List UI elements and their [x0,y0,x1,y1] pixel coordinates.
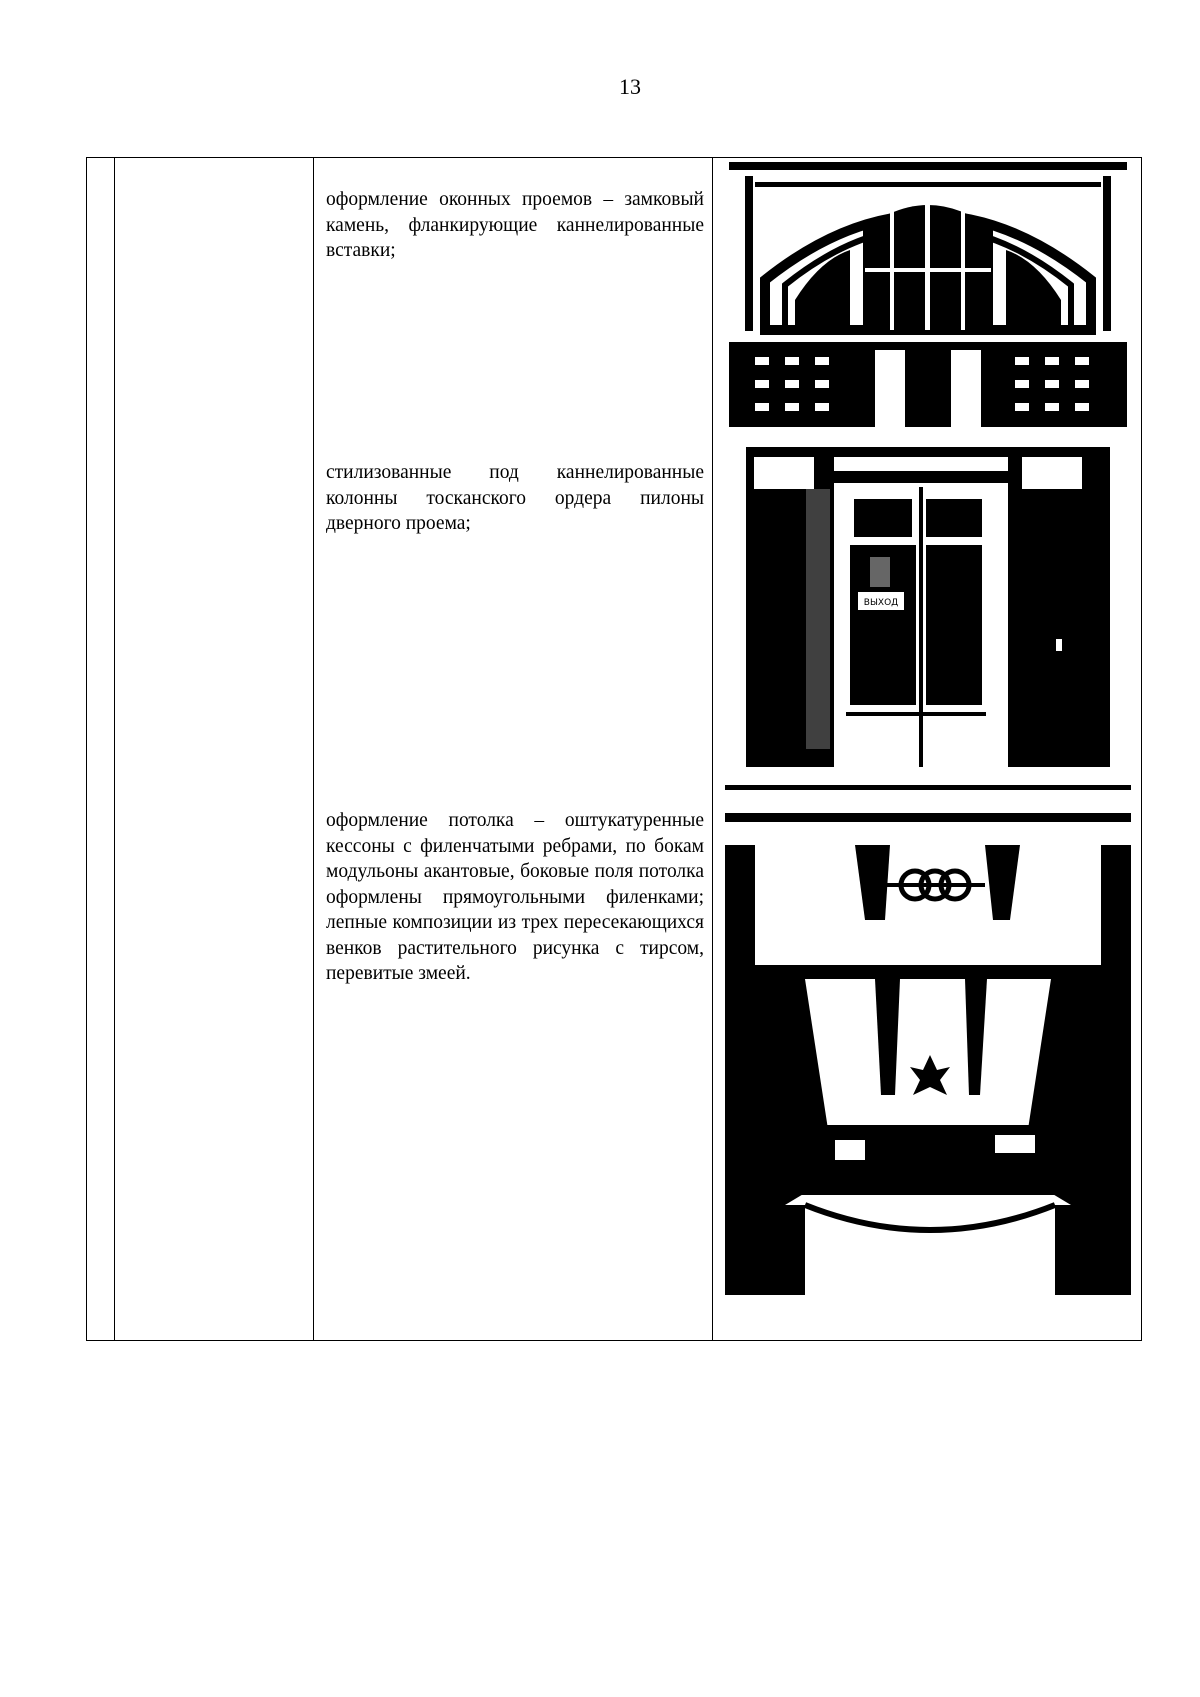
coffered-ceiling-photo [725,785,1131,1295]
description-doorway: стилизованные под каннелированные колонны тосканского ордера пилоны дверного проема; [326,462,704,534]
arched-window-facade-photo [725,160,1131,427]
photo-cell [713,158,1142,1341]
description-ceiling: оформление потолка – оштукатуренные кессоны с филенчатыми ребрами, по бокам модульоны акантовые, боковые поля потолка оформлены прямоугольными филенками; лепные композиции из трех пересекающихся венков растительного рисунка с тирсом, перевитые змеей. [326,810,704,984]
table-row [87,158,1142,1341]
name-cell [115,158,314,1341]
page-number: 13 [619,74,641,99]
description-cell [314,158,713,1341]
index-cell [87,158,115,1341]
doorway-pylons-photo [746,447,1110,767]
heritage-table [86,157,1142,1341]
description-window: оформление оконных проемов – замковый камень, фланкирующие каннелированные вставки; [326,189,704,261]
exit-sign-text: ВЫХОД [863,598,899,608]
